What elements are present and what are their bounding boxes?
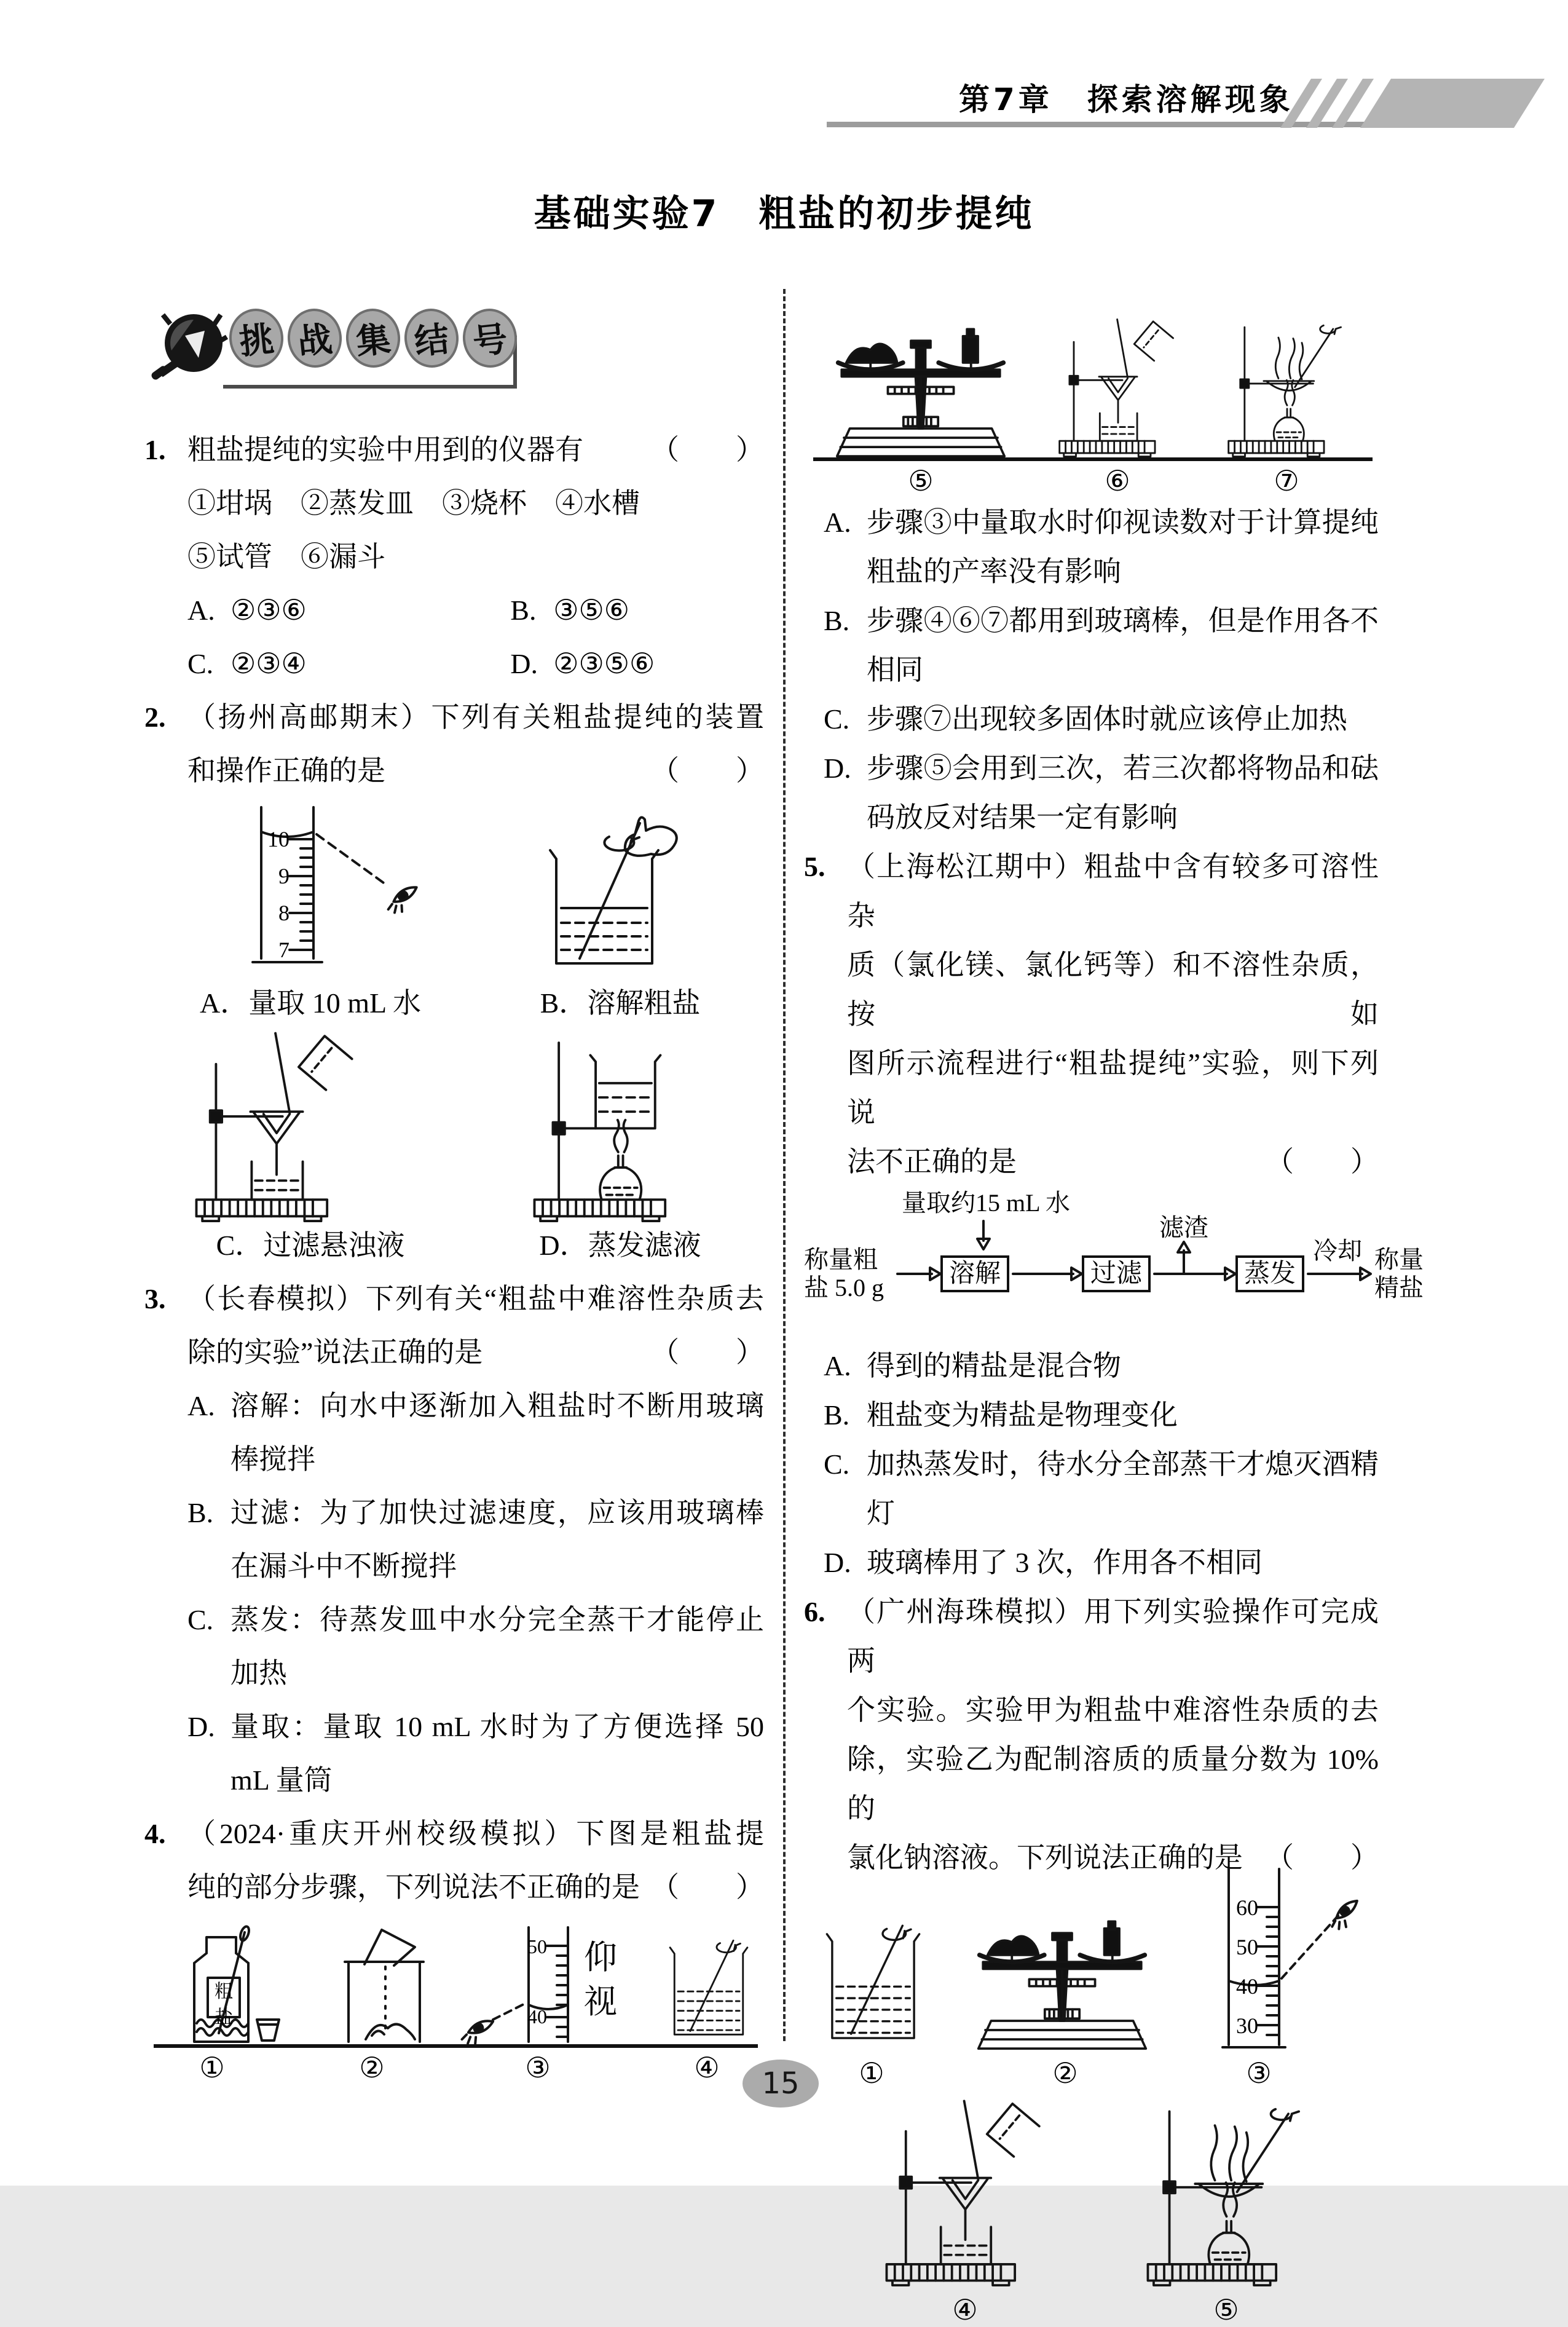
question-1: [144, 423, 764, 690]
question-4-options: [804, 498, 1379, 842]
q4-figures-567: [804, 306, 1379, 498]
tick-label: 8: [278, 901, 290, 925]
fig-filtration: [144, 1026, 476, 1268]
answer-bracket: （ ）: [651, 1337, 764, 1368]
answer-bracket: （ ）: [651, 1871, 764, 1903]
question-6: 6. （广州海珠模拟）用下列实验操作可完成两 个实验。实验甲为粗盐中难溶性杂质的去 除，实验乙为配制溶质的质量分数为 10%的 氯化钠溶液。下列说法正确的是 （ ）: [804, 1587, 1379, 1883]
q6-figures-row1: [804, 1887, 1379, 2090]
q6-figures-row2: [804, 2096, 1379, 2327]
fig-evaporation-dish: [1222, 314, 1352, 457]
column-divider: [783, 289, 786, 2041]
fig-evaporation: [476, 1026, 764, 1268]
q5-flowchart: [804, 1189, 1425, 1335]
filtration-drawing: [187, 1026, 366, 1222]
fig-label: ⑥: [1105, 464, 1130, 497]
flow-box-evaporate: 蒸发: [1235, 1255, 1304, 1292]
option-a: A. ②③⑥: [187, 595, 307, 626]
question-1-items: ①坩埚 ②蒸发皿 ③烧杯 ④水槽: [187, 488, 640, 519]
trumpet-icon: [144, 305, 230, 391]
flow-box-filter: 过滤: [1082, 1255, 1151, 1292]
badge-char: 集: [343, 306, 403, 371]
badge-char: 结: [401, 306, 462, 371]
beaker-stirring-drawing: [519, 802, 704, 978]
page-title: 基础实验7 粗盐的初步提纯: [534, 192, 1034, 235]
fig-label: ①: [199, 2051, 225, 2084]
fig-measuring-cylinder: [144, 802, 476, 1026]
fig-cylinder-reading: [1188, 1864, 1379, 2050]
fig-label: ③: [525, 2051, 551, 2084]
bottle-label: 粗盐: [215, 1981, 233, 2028]
question-3: 3. （长春模拟）下列有关“粗盐中难溶性杂质去 除的实验”说法正确的是 （ ） A. 溶解：向水中逐渐加入粗盐时不断用玻璃棒搅拌 B. 过滤：为了加快过滤速度，应该用玻璃棒在漏斗中不断搅拌 C. 蒸发：待蒸发皿中水分完全蒸干才能停止加热 D. 量取：量取 10 mL 水时为了方便选择 50 mL 量筒: [144, 1272, 764, 1807]
evaporation-drawing: [526, 1026, 704, 1222]
lookup-label: 视: [584, 1983, 617, 2020]
fig-caption: D．蒸发滤液: [539, 1230, 701, 1261]
option-d: D. 步骤⑤会用到三次，若三次都将物品和砝码放反对结果一定有影响: [824, 753, 1379, 833]
fig-label: ④: [952, 2293, 978, 2326]
question-4: 4. （2024·重庆开州校级模拟）下图是粗盐提 纯的部分步骤，下列说法不正确的是 （ ）: [144, 1807, 764, 1914]
fig-label: ②: [359, 2051, 385, 2084]
flow-cool-label: 冷却: [1313, 1237, 1362, 1265]
fig-label: ①: [859, 2056, 884, 2090]
fig-dissolving-beaker: [476, 802, 764, 1026]
question-5: 5. （上海松江期中）粗盐中含有较多可溶性杂 质（氯化镁、氯化钙等）和不溶性杂质，按如 图所示流程进行“粗盐提纯”实验，则下列说 法不正确的是 （ ）: [804, 842, 1379, 1187]
challenge-badge: [144, 300, 550, 405]
option-b: B. 粗盐变为精盐是物理变化: [824, 1399, 1178, 1431]
answer-bracket: （ ）: [651, 755, 764, 786]
option-a: A. 得到的精盐是混合物: [824, 1350, 1121, 1381]
page-number-badge: [743, 2060, 819, 2108]
chapter-header: 第7章 探索溶解现象: [959, 82, 1294, 117]
question-1-number: 1.: [144, 434, 166, 465]
flow-box-dissolve: 溶解: [940, 1255, 1009, 1292]
badge-char: 挑: [226, 306, 286, 371]
fig-label: ④: [694, 2051, 720, 2084]
fig-stirring-beaker: [656, 1926, 762, 2044]
fig-label: ②: [1052, 2056, 1078, 2090]
fig-caption: C．过滤悬浊液: [216, 1230, 405, 1261]
fig-filtration: [1053, 314, 1183, 457]
option-d: D. 量取：量取 10 mL 水时为了方便选择 50 mL 量筒: [187, 1711, 764, 1796]
fig-cylinder-lookup: [455, 1924, 639, 2044]
question-5-options: [804, 1341, 1379, 1587]
tick-label: 7: [278, 938, 290, 962]
answer-bracket: （ ）: [1266, 1842, 1379, 1873]
fig-filtration: [878, 2094, 1053, 2286]
question-4-stem: （2024·重庆开州校级模拟）下图是粗盐提: [187, 1818, 764, 1849]
right-column: [804, 283, 1424, 2327]
ground-line: [813, 457, 1373, 461]
header-rule: [827, 122, 1411, 127]
fig-caption: A．量取 10 mL 水: [200, 987, 421, 1019]
fig-label: ⑤: [1213, 2293, 1239, 2326]
flow-residue-label: 滤渣: [1159, 1214, 1208, 1241]
question-3-number: 3.: [144, 1283, 166, 1314]
q4-figures: [144, 1918, 764, 2085]
tick-label: 50: [527, 1935, 547, 1958]
question-2-stem: （扬州高邮期末）下列有关粗盐提纯的装置: [187, 701, 764, 733]
fig-caption: B．溶解粗盐: [540, 987, 701, 1019]
fig-pour-salt: [309, 1926, 447, 2044]
fig-balance: [961, 1906, 1164, 2050]
question-6-number: 6.: [804, 1596, 825, 1627]
question-4-number: 4.: [144, 1818, 166, 1849]
left-column: [144, 423, 764, 2085]
ground-line: [154, 2044, 758, 2048]
question-1-stem: 粗盐提纯的实验中用到的仪器有: [187, 434, 583, 465]
lookup-label: 仰: [584, 1939, 617, 1976]
measuring-cylinder-drawing: [169, 802, 439, 978]
fig-label: ③: [1246, 2056, 1272, 2090]
tick-label: 60: [1236, 1895, 1258, 1920]
tick-label: 30: [1236, 2013, 1258, 2038]
option-c: C. 加热蒸发时，待水分全部蒸干才熄灭酒精灯: [824, 1448, 1379, 1529]
flow-end-label: 称量 精盐: [1374, 1246, 1424, 1302]
option-c: C. 蒸发：待蒸发皿中水分完全蒸干才能停止加热: [187, 1604, 764, 1689]
question-1-items: ⑤试管 ⑥漏斗: [187, 541, 385, 572]
option-c: C. 步骤⑦出现较多固体时就应该停止加热: [824, 703, 1347, 735]
answer-bracket: （ ）: [1266, 1146, 1379, 1177]
question-2-number: 2.: [144, 701, 166, 733]
tick-label: 9: [278, 864, 290, 888]
fig-salt-bottle: [154, 1926, 298, 2044]
fig-balance: [819, 314, 1022, 457]
question-2: 2. （扬州高邮期末）下列有关粗盐提纯的装置 和操作正确的是 （ ）: [144, 690, 764, 797]
answer-bracket: （ ）: [651, 434, 764, 465]
q2-figures: [144, 802, 764, 1268]
question-5-number: 5.: [804, 851, 825, 882]
option-c: C. ②③④: [187, 648, 307, 679]
fig-label: ⑤: [908, 464, 934, 497]
fig-evaporation-dish: [1139, 2094, 1314, 2286]
badge-char: 号: [460, 306, 520, 371]
option-b: B. 步骤④⑥⑦都用到玻璃棒，但是作用各不相同: [824, 605, 1379, 685]
option-a: A. 溶解：向水中逐渐加入粗盐时不断用玻璃棒搅拌: [187, 1390, 764, 1475]
tick-label: 40: [1236, 1974, 1258, 1999]
fig-stirring-beaker: [810, 1908, 936, 2050]
flow-water-label: 量取约15 mL 水: [901, 1189, 1071, 1217]
option-d: D. 玻璃棒用了 3 次，作用各不相同: [824, 1547, 1263, 1578]
option-a: A. 步骤③中量取水时仰视读数对于计算提纯粗盐的产率没有影响: [824, 507, 1379, 587]
flow-start-label: 称量粗 盐 5.0 g: [804, 1246, 884, 1302]
fig-label: ⑦: [1274, 464, 1299, 497]
option-b: B. 过滤：为了加快过滤速度，应该用玻璃棒在漏斗中不断搅拌: [187, 1497, 764, 1582]
page-number: 15: [762, 2066, 800, 2101]
tick-label: 10: [267, 827, 290, 851]
option-d: D. ②③⑤⑥: [510, 648, 655, 679]
option-b: B. ③⑤⑥: [510, 595, 629, 626]
tick-label: 40: [527, 2005, 547, 2028]
header-stripe: [1360, 79, 1545, 128]
tick-label: 50: [1236, 1935, 1258, 1959]
question-3-stem: （长春模拟）下列有关“粗盐中难溶性杂质去: [187, 1283, 764, 1314]
badge-char: 战: [285, 306, 345, 371]
